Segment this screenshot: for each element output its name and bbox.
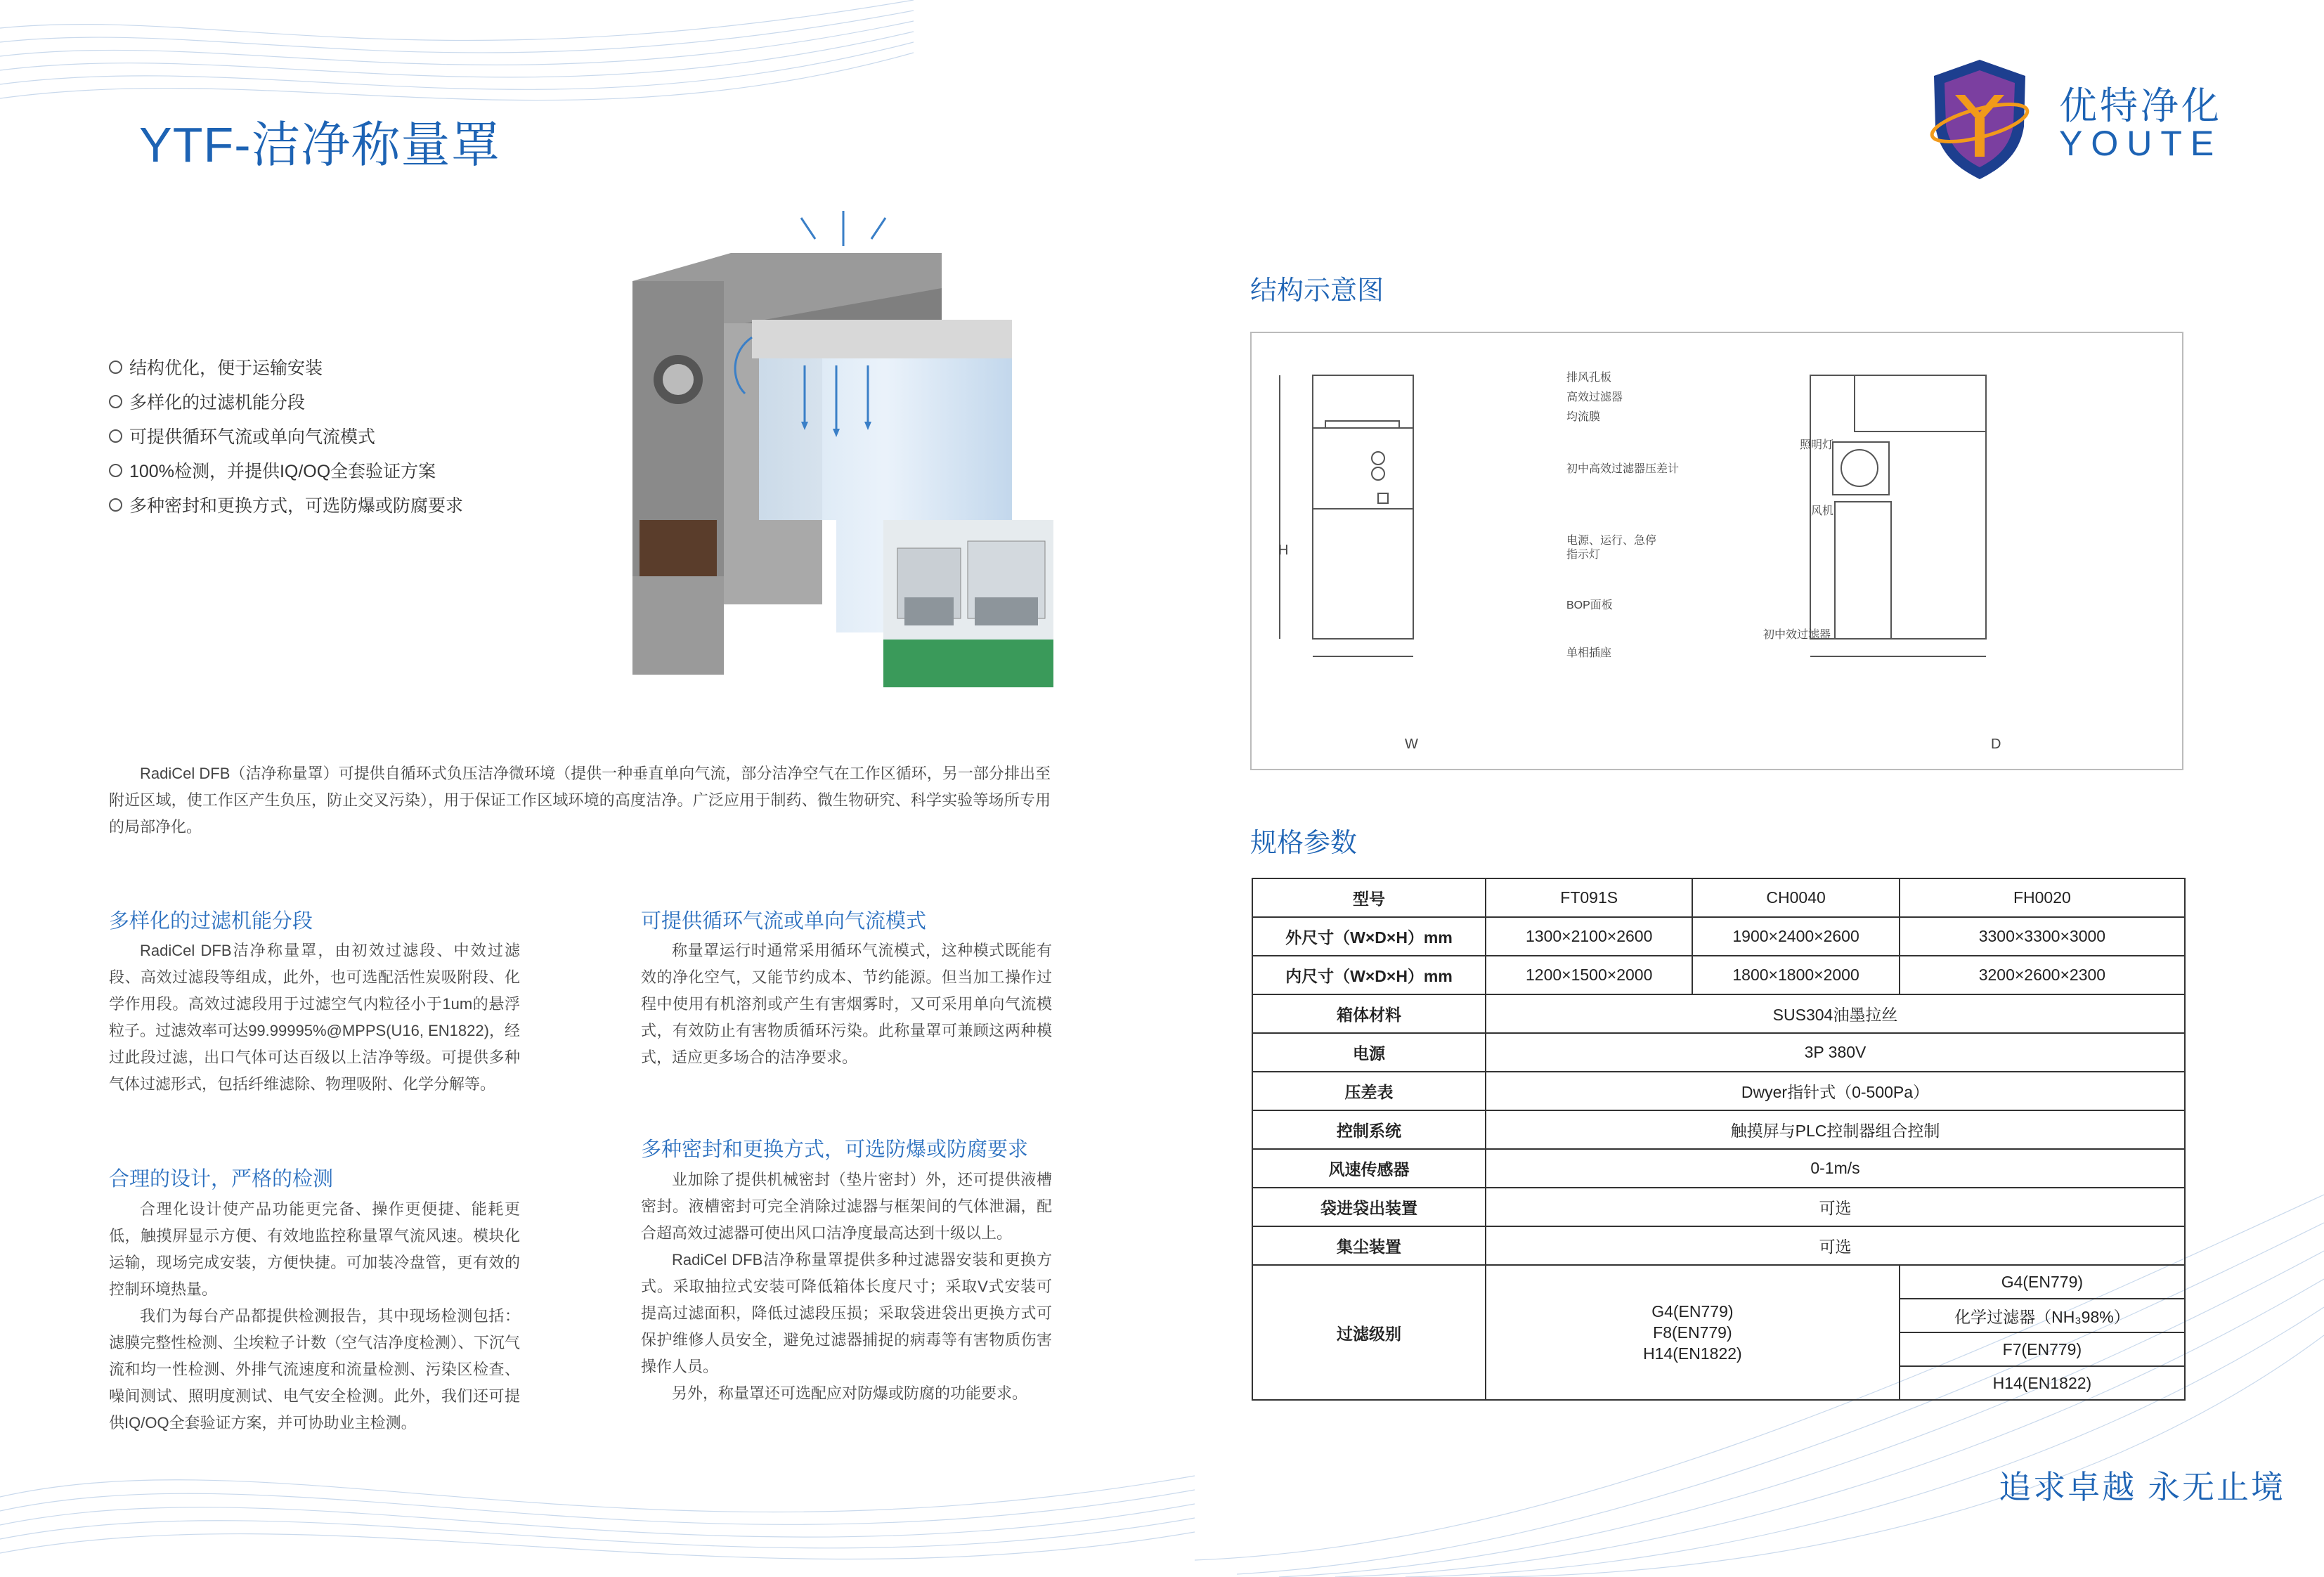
table-row bbox=[1252, 1033, 2185, 1072]
logo-text-en: YOUTE bbox=[2059, 124, 2223, 163]
table-row bbox=[1252, 956, 2185, 994]
dimension-h: H bbox=[1278, 543, 1289, 558]
table-cell: F7(EN779) bbox=[1900, 1332, 2185, 1366]
table-row bbox=[1252, 1226, 2185, 1265]
table-cell: 3300×3300×3000 bbox=[1900, 917, 2185, 956]
table-cell: G4(EN779) F8(EN779) H14(EN1822) bbox=[1486, 1265, 1900, 1400]
table-row bbox=[1252, 878, 2185, 917]
feature-item: 结构优化，便于运输安装 bbox=[109, 351, 463, 386]
label-indicator-lamp: 指示灯 bbox=[1566, 549, 1601, 561]
intro-paragraph: RadiCel DFB（洁净称量罩）可提供自循环式负压洁净微环境（提供一种垂直单向气流，部分洁净空气在工作区循环，另一部分排出至附近区域，使工作区产生负压，防止交叉污染），用于保证工作区域环境的高度洁净。广泛应用于制药、微生物研究、科学实验等场所专用的局部净化。 bbox=[109, 765, 1051, 836]
label-pre-filter: 初中效过滤器 bbox=[1763, 629, 1831, 641]
table-cell: 触摸屏与PLC控制器组合控制 bbox=[1486, 1110, 2185, 1149]
table-row bbox=[1252, 1110, 2185, 1149]
front-view-overlay bbox=[1252, 333, 2182, 769]
label-fan: 风机 bbox=[1811, 505, 1834, 517]
cleanroom-photo bbox=[883, 520, 1053, 687]
table-cell: H14(EN1822) bbox=[1900, 1366, 2185, 1400]
page-title: YTF-洁净称量罩 bbox=[139, 117, 501, 172]
dimension-w: W bbox=[1405, 736, 1418, 752]
label-bop-panel: BOP面板 bbox=[1566, 599, 1613, 611]
section-filter-heading: 多样化的过滤机能分段 bbox=[109, 910, 313, 933]
table-cell: 可选 bbox=[1486, 1226, 2185, 1265]
table-cell: 电源 bbox=[1252, 1033, 1486, 1072]
spec-heading: 规格参数 bbox=[1250, 829, 1358, 858]
diagram-heading: 结构示意图 bbox=[1250, 276, 1384, 306]
table-cell: 1800×1800×2000 bbox=[1692, 956, 1899, 994]
table-cell: 外尺寸（W×D×H）mm bbox=[1252, 917, 1486, 956]
slogan: 追求卓越 永无止境 bbox=[1999, 1469, 2285, 1505]
table-cell: 型号 bbox=[1252, 878, 1486, 917]
table-cell: 化学过滤器（NH₃98%） bbox=[1900, 1299, 2185, 1332]
label-lighting: 照明灯 bbox=[1800, 439, 1834, 451]
circle-icon bbox=[109, 361, 122, 374]
table-cell: 压差表 bbox=[1252, 1072, 1486, 1110]
table-row bbox=[1252, 1149, 2185, 1188]
table-cell: 1200×1500×2000 bbox=[1486, 956, 1692, 994]
table-cell: Dwyer指针式（0-500Pa） bbox=[1486, 1072, 2185, 1110]
section-airflow-heading: 可提供循环气流或单向气流模式 bbox=[641, 910, 927, 933]
table-cell: FT091S bbox=[1486, 878, 1692, 917]
table-row bbox=[1252, 994, 2185, 1033]
logo-text-cn: 优特净化 bbox=[2059, 85, 2222, 127]
table-cell: 箱体材料 bbox=[1252, 994, 1486, 1033]
table-row bbox=[1252, 1072, 2185, 1110]
label-power-indicator: 电源、运行、急停 bbox=[1566, 535, 1657, 547]
table-cell: SUS304油墨拉丝 bbox=[1486, 994, 2185, 1033]
table-cell: 3P 380V bbox=[1486, 1033, 2185, 1072]
table-cell: 0-1m/s bbox=[1486, 1149, 2185, 1188]
label-socket: 单相插座 bbox=[1566, 647, 1612, 659]
table-row bbox=[1252, 1265, 2185, 1299]
table-cell: 内尺寸（W×D×H）mm bbox=[1252, 956, 1486, 994]
spec-table bbox=[1252, 878, 2186, 1401]
table-cell: 集尘装置 bbox=[1252, 1226, 1486, 1265]
feature-item: 100%检测，并提供IQ/OQ全套验证方案 bbox=[109, 455, 463, 489]
table-cell: 过滤级别 bbox=[1252, 1265, 1486, 1400]
circle-icon bbox=[109, 464, 122, 477]
table-row bbox=[1252, 917, 2185, 956]
section-seal-body: 业加除了提供机械密封（垫片密封）外，还可提供液槽密封。液槽密封可完全消除过滤器与框架间的气体泄漏，配合超高效过滤器可使出风口洁净度最高达到十级以上。 RadiCel DFB洁净称量罩提供多种过滤器安装和更换方式。采取抽拉式安装可降低箱体长度尺寸；采取V式安装可提高过滤面积，降低过滤段压损；采取袋进袋出更换方式可保护维修人员安全，避免过滤器捕捉的病毒等有害物质伤害操作人员。 另外，称量罩还可选配应对防爆或防腐的功能要求。 bbox=[641, 1171, 1052, 1402]
feature-item: 可提供循环气流或单向气流模式 bbox=[109, 420, 463, 455]
feature-item: 多样化的过滤机能分段 bbox=[109, 386, 463, 420]
dimension-d: D bbox=[1991, 736, 2001, 752]
circle-icon bbox=[109, 429, 122, 443]
section-filter-body: RadiCel DFB洁净称量罩，由初效过滤段、中效过滤段、高效过滤段等组成，此外，也可选配活性炭吸附段、化学作用段。高效过滤段用于过滤空气内粒径小于1um的悬浮粒子。过滤效率可达99.99995%@MPPS(U16, EN1822)，经过此段过滤，出口气体可达百级以上洁净等级。可提供多种气体过滤形式，包括纤维滤除、物理吸附、化学分解等。 bbox=[109, 942, 520, 1093]
logo-shield-icon bbox=[1927, 56, 2032, 183]
label-hepa-filter: 高效过滤器 bbox=[1566, 391, 1623, 403]
table-cell: 3200×2600×2300 bbox=[1900, 956, 2185, 994]
table-row bbox=[1252, 1188, 2185, 1226]
feature-list bbox=[109, 351, 463, 524]
table-cell: 控制系统 bbox=[1252, 1110, 1486, 1149]
section-design-heading: 合理的设计，严格的检测 bbox=[109, 1168, 334, 1190]
section-airflow-body: 称量罩运行时通常采用循环气流模式，这种模式既能有效的净化空气，又能节约成本、节约能源。但当加工操作过程中使用有机溶剂或产生有害烟雾时，又可采用单向气流模式，有效防止有害物质循环污染。此称量罩可兼顾这两种模式，适应更多场合的洁净要求。 bbox=[641, 942, 1052, 1066]
table-cell: 袋进袋出装置 bbox=[1252, 1188, 1486, 1226]
table-cell: CH0040 bbox=[1692, 878, 1899, 917]
label-flow-membrane: 均流膜 bbox=[1566, 411, 1601, 423]
circle-icon bbox=[109, 395, 122, 408]
table-cell: 可选 bbox=[1486, 1188, 2185, 1226]
structure-diagram bbox=[1250, 332, 2183, 770]
section-design-body: 合理化设计使产品功能更完备、操作更便捷、能耗更低，触摸屏显示方便、有效地监控称量罩气流风速。模块化运输，现场完成安装，方便快捷。可加装冷盘管，更有效的控制环境热量。 我们为每台产品都提供检测报告，其中现场检测包括：滤膜完整性检测、尘埃粒子计数（空气洁净度检测）、下沉气流和均一性检测、外排气流速度和流量检测、污染区检查、噪间测试、照明度测试、电气安全检测。此外，我们还可提供IQ/OQ全套验证方案，并可协助业主检测。 bbox=[109, 1200, 520, 1432]
table-cell: FH0020 bbox=[1900, 878, 2185, 917]
table-cell: 1900×2400×2600 bbox=[1692, 917, 1899, 956]
table-cell: G4(EN779) bbox=[1900, 1265, 2185, 1299]
feature-item: 多种密封和更换方式，可选防爆或防腐要求 bbox=[109, 489, 463, 524]
section-seal-heading: 多种密封和更换方式，可选防爆或防腐要求 bbox=[641, 1138, 1029, 1161]
circle-icon bbox=[109, 498, 122, 512]
label-pressure-gauge: 初中高效过滤器压差计 bbox=[1566, 463, 1680, 475]
table-cell: 风速传感器 bbox=[1252, 1149, 1486, 1188]
table-cell: 1300×2100×2600 bbox=[1486, 917, 1692, 956]
label-exhaust-plate: 排风孔板 bbox=[1566, 372, 1612, 384]
